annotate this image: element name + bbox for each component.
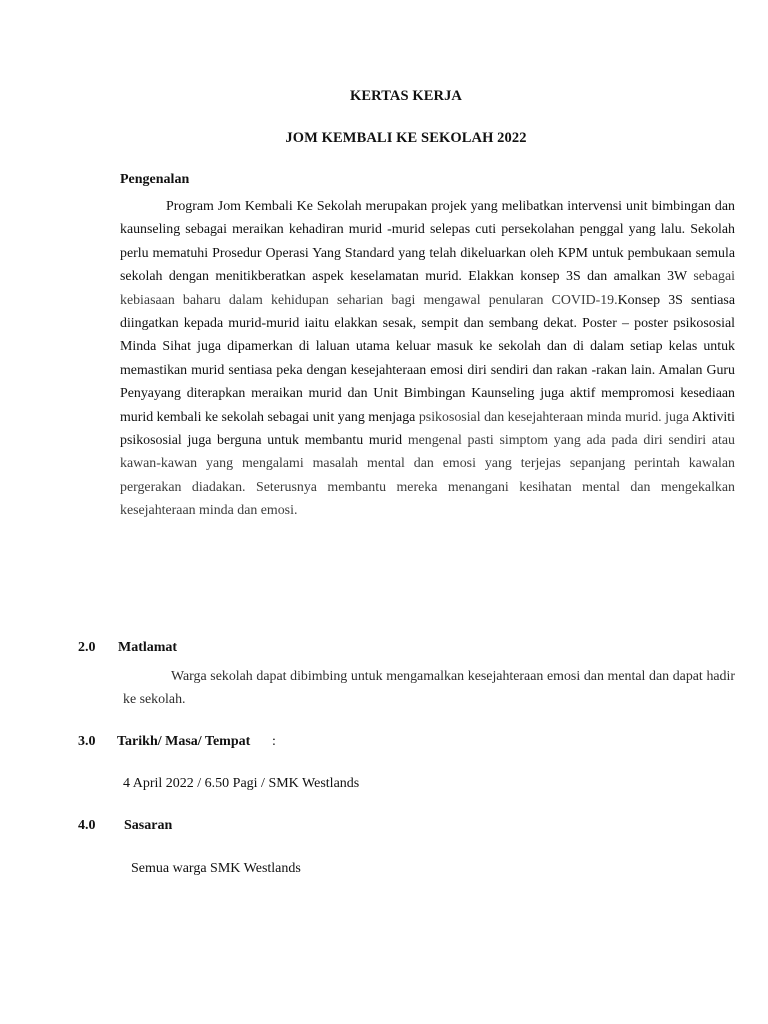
intro-text-part1: Program Jom Kembali Ke Sekolah merupakan projek yang melibatkan intervensi unit bimbingan dan kaunseling sebagai meraikan kehadiran murid -murid selepas cuti persekolahan penggal yang lalu. Sekolah perlu mematuhi Prosedur Operasi Yang Standard yang telah dikeluarkan oleh KPM untuk pembukaan semula sekolah dengan menitikberatkan aspek keselamatan murid. Elakkan konsep 3S dan amalkan 3W: [120, 199, 735, 285]
intro-text-part2: sebagai kebiasaan baharu dalam kehidupan seharian bagi mengawal penularan COVID-19.: [120, 269, 735, 308]
section-body-matlamat: Warga sekolah dapat dibimbing untuk mengamalkan kesejahteraan emosi dan mental dan dapat hadir ke sekolah.: [123, 669, 735, 708]
intro-paragraph: [120, 195, 735, 523]
section-body-tarikh: 4 April 2022 / 6.50 Pagi / SMK Westlands: [123, 776, 360, 791]
intro-text-part3: Konsep 3S sentiasa diingatkan kepada murid-murid iaitu elakkan sesak, sempit dan sembang dekat. Poster – poster psikososial Minda Sihat juga dipamerkan di laluan utama keluar masuk ke sekolah dan di dalam setiap kelas untuk memastikan murid sentiasa peka dengan kesejahteraan emosi diri sendiri dan rakan -rakan lain. Amalan Guru Penyayang diterapkan meraikan murid dan Unit Bimbingan Kaunseling juga aktif mempromosi kesediaan murid kembali ke sekolah sebagai unit yang menjaga: [120, 292, 735, 425]
section-title-sasaran: Sasaran: [124, 818, 173, 833]
section-number-sasaran: 4.0: [78, 818, 96, 833]
section-body-sasaran: Semua warga SMK Westlands: [131, 861, 301, 876]
section-colon-tarikh: :: [272, 734, 276, 749]
section-number-tarikh: 3.0: [78, 734, 96, 749]
section-number-matlamat: 2.0: [78, 640, 96, 655]
intro-text-part6: mengenal pasti simptom yang ada pada diri sendiri atau kawan-kawan yang mengalami masalah mental dan emosi yang terjejas sepanjang perintah kawalan pergerakan diadakan. Seterusnya membantu mereka menangani kesihatan mental dan mengekalkan kesejahteraan minda dan emosi.: [120, 433, 735, 519]
document-title: KERTAS KERJA: [349, 88, 462, 104]
intro-text-part5: Aktiviti psikososial juga berguna untuk membantu murid: [120, 409, 736, 449]
intro-heading: Pengenalan: [120, 172, 190, 187]
intro-text-part4: psikososial dan kesejahteraan minda murid. juga: [418, 409, 692, 425]
section-title-tarikh: Tarikh/ Masa/ Tempat: [117, 734, 251, 749]
section-title-matlamat: Matlamat: [118, 640, 178, 655]
document-subtitle: JOM KEMBALI KE SEKOLAH 2022: [285, 130, 527, 146]
